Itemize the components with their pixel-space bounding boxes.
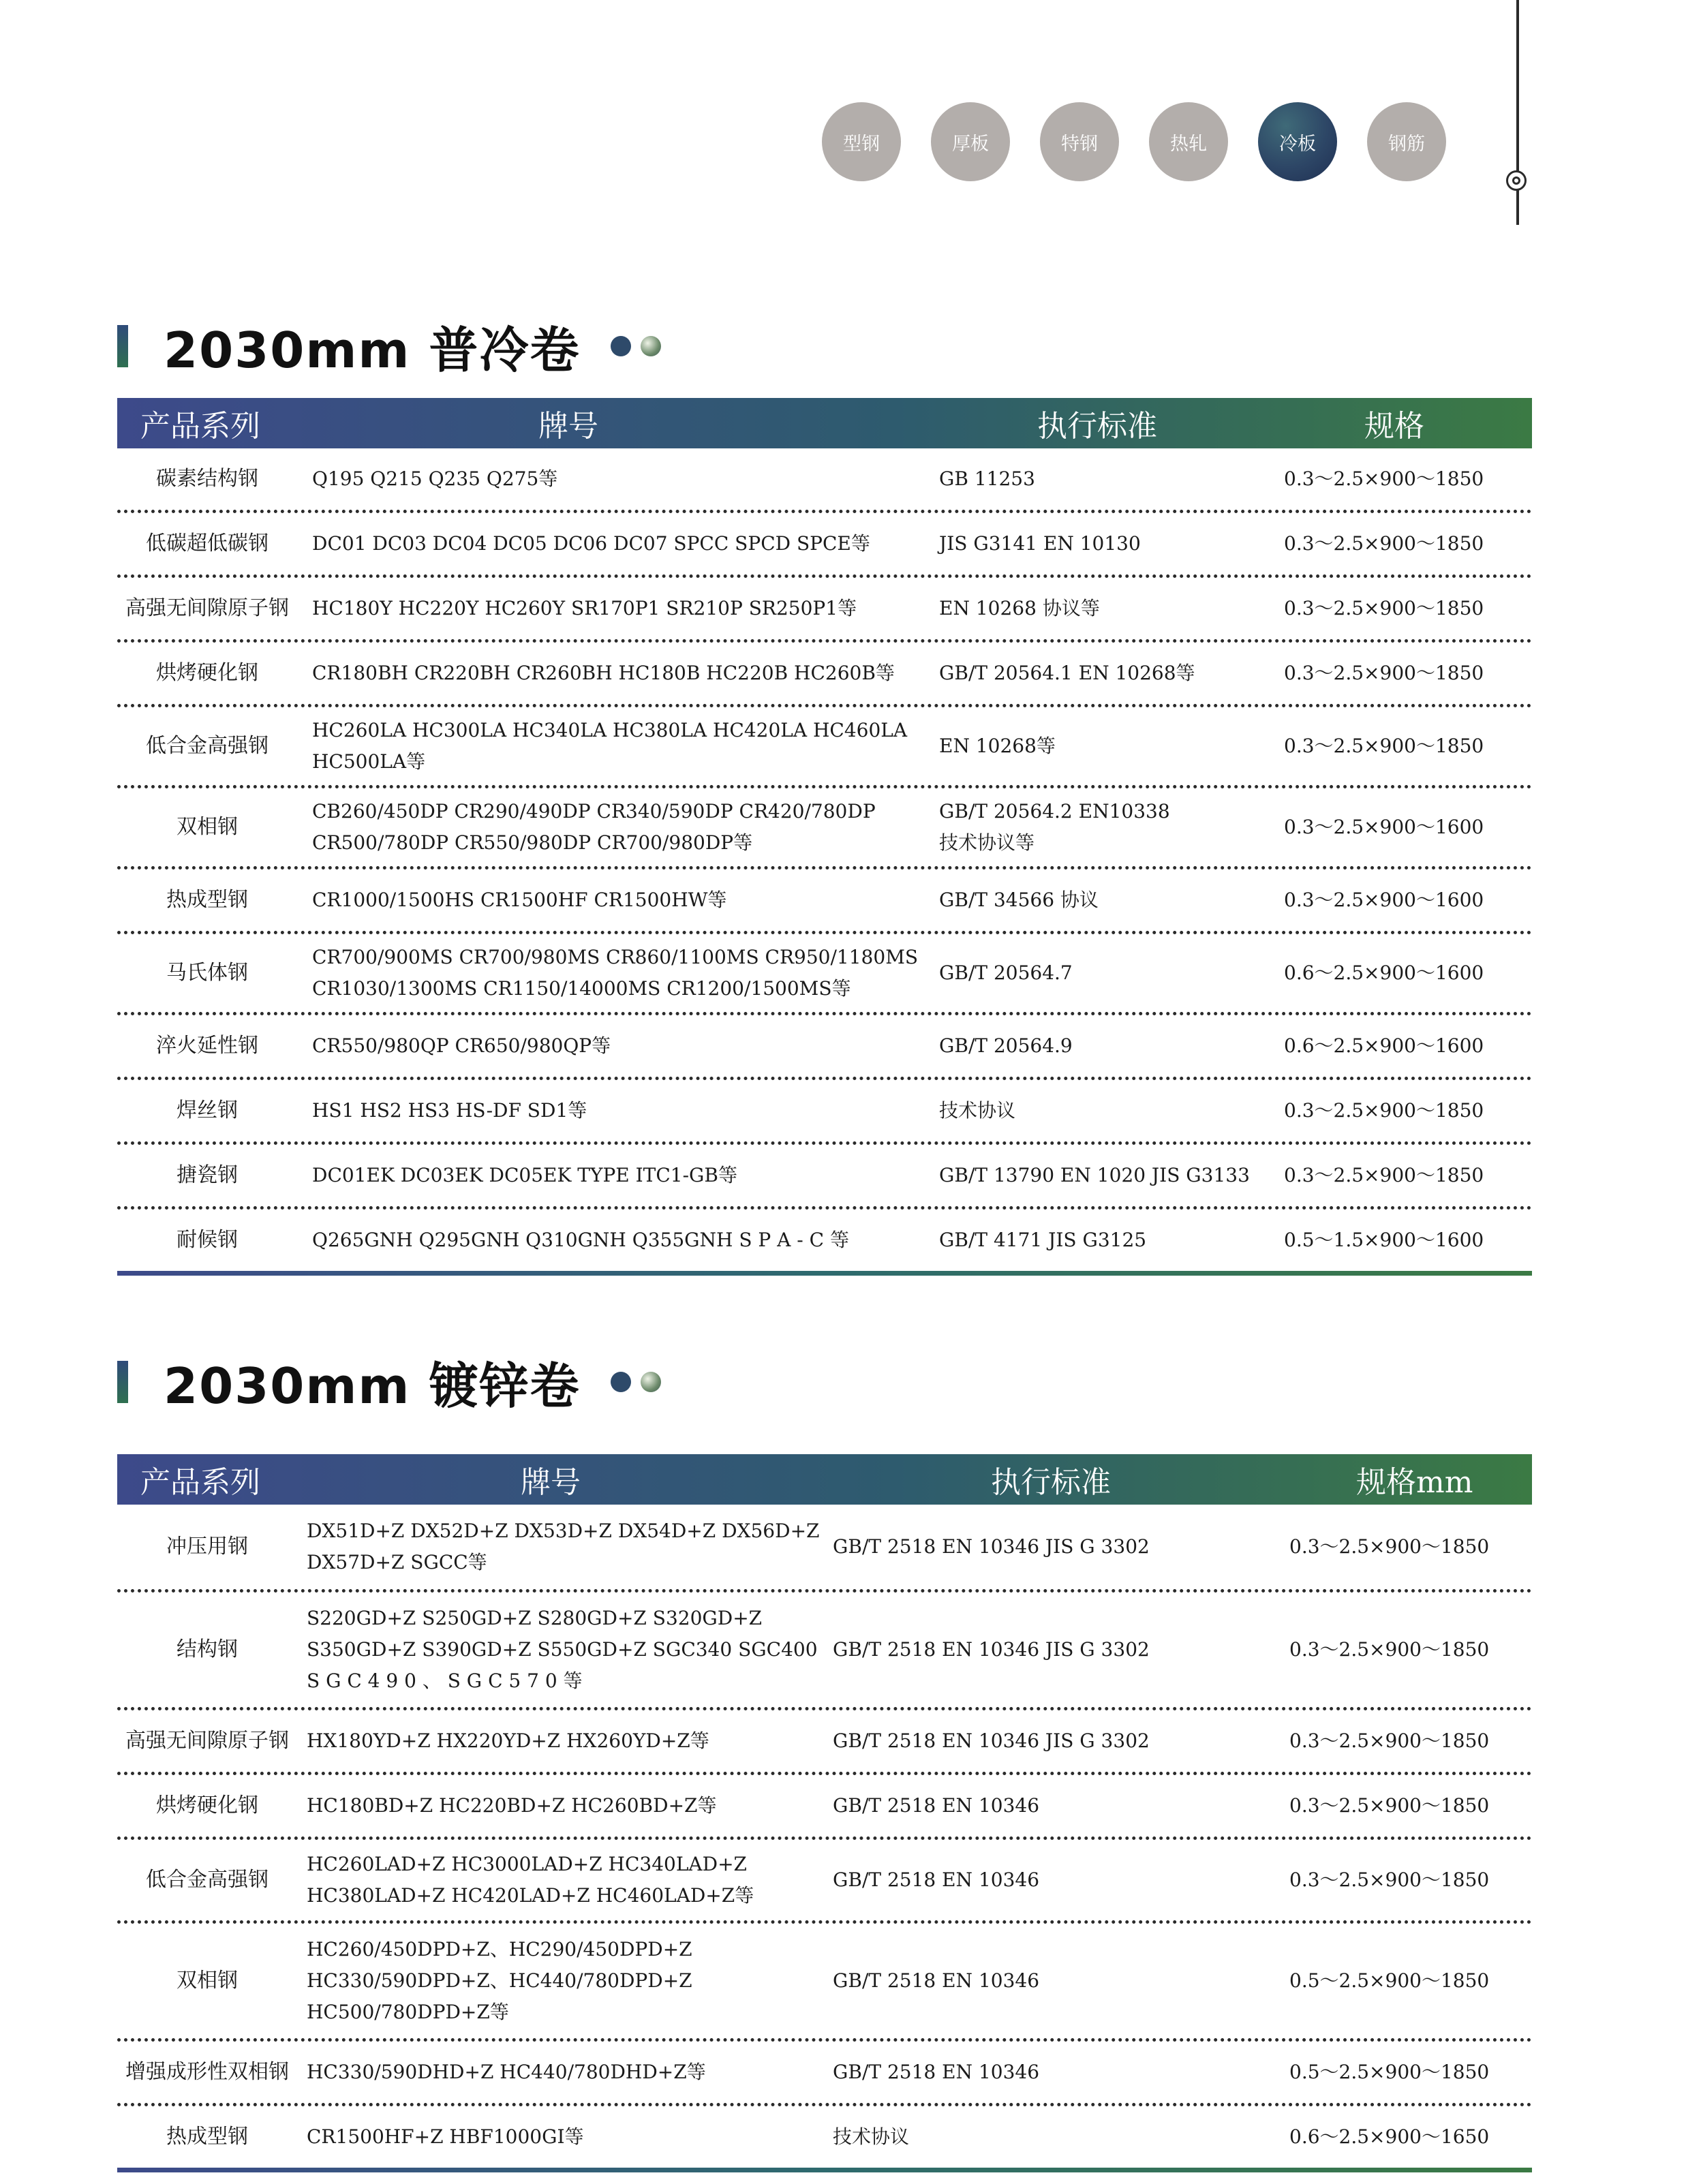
cell-standard	[939, 528, 1141, 559]
cell-spec: 0.3～2.5×900～1850	[1289, 1729, 1490, 1752]
grade-line: HX180YD+Z HX220YD+Z HX260YD+Z等	[307, 1729, 709, 1752]
cell-series: 热成型钢	[166, 2125, 248, 2149]
cell-series: 烘烤硬化钢	[156, 1794, 258, 1817]
header-spec: 规格	[1364, 409, 1424, 444]
cell-spec: 0.3～2.5×900～1600	[1284, 816, 1484, 838]
table-row	[117, 707, 1532, 788]
grade-line: S220GD+Z S250GD+Z S280GD+Z S320GD+Z	[307, 1607, 763, 1629]
table-row	[117, 1080, 1532, 1145]
cell-spec: 0.3～2.5×900～1850	[1284, 532, 1484, 555]
cell-grade	[312, 1225, 849, 1256]
nav-pill-cold-plate[interactable]: 冷板	[1258, 102, 1337, 181]
nav-pill-section-steel[interactable]: 型钢	[822, 102, 901, 181]
grade-line: CR500/780DP CR550/980DP CR700/980DP等	[312, 831, 753, 854]
cell-grade	[307, 2121, 584, 2153]
cell-spec: 0.3～2.5×900～1850	[1284, 735, 1484, 757]
standard-line: GB/T 20564.1 EN 10268等	[939, 662, 1195, 684]
standard-line: GB/T 34566 协议	[939, 889, 1099, 911]
table-row	[117, 934, 1532, 1015]
cell-standard	[833, 1790, 1039, 1821]
standard-line: GB/T 2518 EN 10346	[833, 1969, 1040, 1992]
nav-pill-special-steel[interactable]: 特钢	[1040, 102, 1119, 181]
cell-grade	[307, 1849, 754, 1911]
cell-spec: 0.3～2.5×900～1850	[1284, 1164, 1484, 1186]
cell-standard	[939, 463, 1035, 495]
table-row	[117, 643, 1532, 707]
grade-line: S G C 4 9 0 、 S G C 5 7 0 等	[307, 1670, 583, 1692]
table-row	[117, 1210, 1532, 1276]
table-row	[117, 1015, 1532, 1080]
cold-rolled-table	[117, 398, 1532, 1276]
cell-spec: 0.3～2.5×900～1850	[1289, 1794, 1490, 1817]
grade-line: DC01 DC03 DC04 DC05 DC06 DC07 SPCC SPCD SPCE等	[312, 532, 870, 555]
header-grade: 牌号	[538, 409, 598, 444]
standard-line: GB/T 2518 EN 10346 JIS G 3302	[833, 1638, 1150, 1661]
grade-line: HC260/450DPD+Z、HC290/450DPD+Z	[307, 1938, 692, 1960]
table-body	[117, 448, 1532, 1276]
cell-spec: 0.3～2.5×900～1850	[1284, 467, 1484, 490]
table-row	[117, 1924, 1532, 2042]
grade-line: DX57D+Z SGCC等	[307, 1551, 487, 1573]
cell-series: 低合金高强钢	[146, 1868, 269, 1892]
header-series: 产品系列	[140, 1465, 260, 1500]
cell-grade	[312, 942, 918, 1004]
cell-series: 淬火延性钢	[156, 1034, 258, 1058]
cell-series: 搪瓷钢	[177, 1163, 238, 1187]
nav-pill-hot-rolled[interactable]: 热轧	[1149, 102, 1228, 181]
cell-grade	[312, 885, 726, 916]
standard-line: GB/T 2518 EN 10346 JIS G 3302	[833, 1535, 1150, 1558]
table-row	[117, 2106, 1532, 2172]
header-standard: 执行标准	[1037, 409, 1157, 444]
table-header	[117, 398, 1532, 448]
grade-line: HC180BD+Z HC220BD+Z HC260BD+Z等	[307, 1794, 717, 1817]
cell-grade	[312, 658, 895, 689]
cell-standard	[939, 730, 1056, 762]
section-title-cold-rolled	[117, 311, 661, 382]
cell-spec: 0.3～2.5×900～1850	[1289, 1868, 1490, 1891]
table-row	[117, 513, 1532, 578]
grade-line: HS1 HS2 HS3 HS-DF SD1等	[312, 1099, 587, 1122]
cell-grade	[312, 593, 857, 624]
cell-series: 结构钢	[177, 1637, 238, 1661]
cell-spec: 0.3～2.5×900～1850	[1284, 597, 1484, 619]
cell-spec: 0.3～2.5×900～1850	[1284, 662, 1484, 684]
table-row	[117, 1710, 1532, 1775]
cell-grade	[307, 2057, 706, 2088]
grade-line: CR1500HF+Z HBF1000GI等	[307, 2125, 584, 2148]
table-row	[117, 1840, 1532, 1924]
table-header	[117, 1454, 1532, 1505]
standard-line: GB/T 20564.7	[939, 962, 1073, 984]
cell-series: 高强无间隙原子钢	[125, 1729, 289, 1753]
standard-line: 技术协议	[833, 2125, 910, 2148]
header-spec: 规格mm	[1356, 1465, 1473, 1500]
cell-grade	[307, 1516, 820, 1578]
header-series: 产品系列	[140, 409, 260, 444]
cell-series: 高强无间隙原子钢	[125, 596, 289, 620]
cell-standard	[833, 1965, 1039, 1997]
cell-series: 低碳超低碳钢	[146, 532, 269, 555]
table-row	[117, 1505, 1532, 1593]
page-marker-icon	[1506, 170, 1527, 191]
cell-standard	[833, 1864, 1039, 1896]
cell-series: 碳素结构钢	[156, 467, 258, 491]
standard-line: EN 10268 协议等	[939, 597, 1100, 619]
grade-line: HC500/780DPD+Z等	[307, 2001, 509, 2023]
cell-series: 烘烤硬化钢	[156, 661, 258, 685]
cell-series: 低合金高强钢	[146, 734, 269, 758]
grade-line: HC180Y HC220Y HC260Y SR170P1 SR210P SR250P1等	[312, 597, 857, 619]
section-title-text: 2030mm 普冷卷	[164, 322, 581, 379]
cell-standard	[939, 1160, 1250, 1191]
grade-line: CR550/980QP CR650/980QP等	[312, 1034, 611, 1057]
cell-standard	[833, 1725, 1150, 1757]
cell-spec: 0.5～1.5×900～1600	[1284, 1229, 1484, 1251]
grade-line: HC330/590DPD+Z、HC440/780DPD+Z	[307, 1969, 692, 1992]
standard-line: GB/T 13790 EN 1020 JIS G3133	[939, 1164, 1250, 1186]
standard-line: 技术协议等	[939, 831, 1035, 854]
cell-spec: 0.3～2.5×900～1850	[1289, 1638, 1490, 1661]
cell-standard	[833, 2121, 909, 2153]
cell-grade	[312, 715, 907, 778]
grade-line: DX51D+Z DX52D+Z DX53D+Z DX54D+Z DX56D+Z	[307, 1520, 820, 1542]
cell-standard	[833, 1634, 1150, 1665]
standard-line: GB/T 2518 EN 10346	[833, 1868, 1040, 1891]
cell-series: 耐候钢	[177, 1228, 238, 1252]
cell-spec: 0.3～2.5×900～1850	[1289, 1535, 1490, 1558]
cell-grade	[312, 1030, 611, 1062]
cell-standard	[833, 2057, 1039, 2088]
cell-series: 增强成形性双相钢	[125, 2060, 289, 2084]
cell-standard	[939, 885, 1099, 916]
table-row	[117, 1593, 1532, 1710]
cell-grade	[307, 1934, 692, 2028]
cell-series: 冲压用钢	[166, 1535, 248, 1558]
standard-line: GB/T 20564.9	[939, 1034, 1073, 1057]
dot-light-icon	[641, 1372, 661, 1392]
section-title-text: 2030mm 镀锌卷	[164, 1357, 581, 1415]
cell-spec: 0.3～2.5×900～1600	[1284, 889, 1484, 911]
cell-grade	[312, 1160, 737, 1191]
title-accent-bar	[117, 325, 128, 367]
cell-grade	[307, 1603, 818, 1697]
table-row	[117, 2042, 1532, 2106]
cell-series: 双相钢	[177, 815, 238, 839]
cell-standard	[939, 1225, 1146, 1256]
grade-line: CR700/900MS CR700/980MS CR860/1100MS CR950/1180MS	[312, 946, 919, 968]
cell-standard	[939, 1095, 1015, 1126]
cell-grade	[307, 1725, 709, 1757]
cell-series: 双相钢	[177, 1969, 238, 1993]
dot-dark-icon	[611, 1372, 631, 1392]
category-nav	[822, 102, 1446, 181]
cell-spec: 0.6～2.5×900～1650	[1289, 2125, 1490, 2148]
grade-line: HC500LA等	[312, 750, 426, 773]
cell-spec: 0.6～2.5×900～1600	[1284, 962, 1484, 984]
cell-grade	[312, 463, 557, 495]
grade-line: CR1030/1300MS CR1150/14000MS CR1200/1500MS等	[312, 977, 851, 1000]
header-grade: 牌号	[521, 1465, 581, 1500]
cell-grade	[312, 1095, 587, 1126]
page-edge-line	[1516, 0, 1519, 225]
standard-line: EN 10268等	[939, 735, 1056, 757]
header-standard: 执行标准	[991, 1465, 1111, 1500]
nav-pill-rebar[interactable]: 钢筋	[1367, 102, 1446, 181]
cell-series: 马氏体钢	[166, 961, 248, 985]
cell-standard	[939, 1030, 1073, 1062]
grade-line: S350GD+Z S390GD+Z S550GD+Z SGC340 SGC400	[307, 1638, 818, 1661]
galvanized-table	[117, 1454, 1532, 2172]
grade-line: CB260/450DP CR290/490DP CR340/590DP CR420/780DP	[312, 800, 876, 822]
dot-light-icon	[641, 336, 661, 356]
title-dots-icon	[611, 1372, 661, 1392]
standard-line: GB 11253	[939, 467, 1035, 490]
standard-line: GB/T 4171 JIS G3125	[939, 1229, 1147, 1251]
standard-line: GB/T 2518 EN 10346	[833, 1794, 1040, 1817]
dot-dark-icon	[611, 336, 631, 356]
cell-spec: 0.3～2.5×900～1850	[1284, 1099, 1484, 1122]
grade-line: DC01EK DC03EK DC05EK TYPE ITC1-GB等	[312, 1164, 737, 1186]
cell-spec: 0.6～2.5×900～1600	[1284, 1034, 1484, 1057]
table-row	[117, 788, 1532, 870]
cell-standard	[833, 1531, 1150, 1563]
grade-line: HC260LA HC300LA HC340LA HC380LA HC420LA HC460LA	[312, 719, 908, 741]
title-dots-icon	[611, 336, 661, 356]
standard-line: JIS G3141 EN 10130	[939, 532, 1141, 555]
table-row	[117, 1775, 1532, 1840]
table-body	[117, 1505, 1532, 2172]
table-row	[117, 448, 1532, 513]
title-accent-bar	[117, 1361, 128, 1403]
grade-line: CR180BH CR220BH CR260BH HC180B HC220B HC260B等	[312, 662, 895, 684]
standard-line: 技术协议	[939, 1099, 1016, 1122]
cell-grade	[312, 528, 870, 559]
cell-series: 焊丝钢	[177, 1098, 238, 1122]
table-row	[117, 1145, 1532, 1210]
grade-line: CR1000/1500HS CR1500HF CR1500HW等	[312, 889, 727, 911]
cell-standard	[939, 796, 1170, 859]
cell-grade	[307, 1790, 716, 1821]
cell-standard	[939, 957, 1073, 989]
grade-line: HC380LAD+Z HC420LAD+Z HC460LAD+Z等	[307, 1884, 754, 1907]
cell-spec: 0.5～2.5×900～1850	[1289, 2061, 1490, 2083]
section-title-galvanized	[117, 1347, 661, 1417]
standard-line: GB/T 2518 EN 10346 JIS G 3302	[833, 1729, 1150, 1752]
cell-series: 热成型钢	[166, 888, 248, 912]
cell-standard	[939, 593, 1100, 624]
grade-line: HC260LAD+Z HC3000LAD+Z HC340LAD+Z	[307, 1853, 748, 1875]
grade-line: HC330/590DHD+Z HC440/780DHD+Z等	[307, 2061, 706, 2083]
table-row	[117, 578, 1532, 643]
table-row	[117, 870, 1532, 934]
standard-line: GB/T 20564.2 EN10338	[939, 800, 1170, 822]
standard-line: GB/T 2518 EN 10346	[833, 2061, 1040, 2083]
cell-standard	[939, 658, 1195, 689]
grade-line: Q265GNH Q295GNH Q310GNH Q355GNH S P A - C 等	[312, 1229, 849, 1251]
cell-spec: 0.5～2.5×900～1850	[1289, 1969, 1490, 1992]
cell-grade	[312, 796, 876, 859]
grade-line: Q195 Q215 Q235 Q275等	[312, 467, 558, 490]
nav-pill-thick-plate[interactable]: 厚板	[931, 102, 1010, 181]
